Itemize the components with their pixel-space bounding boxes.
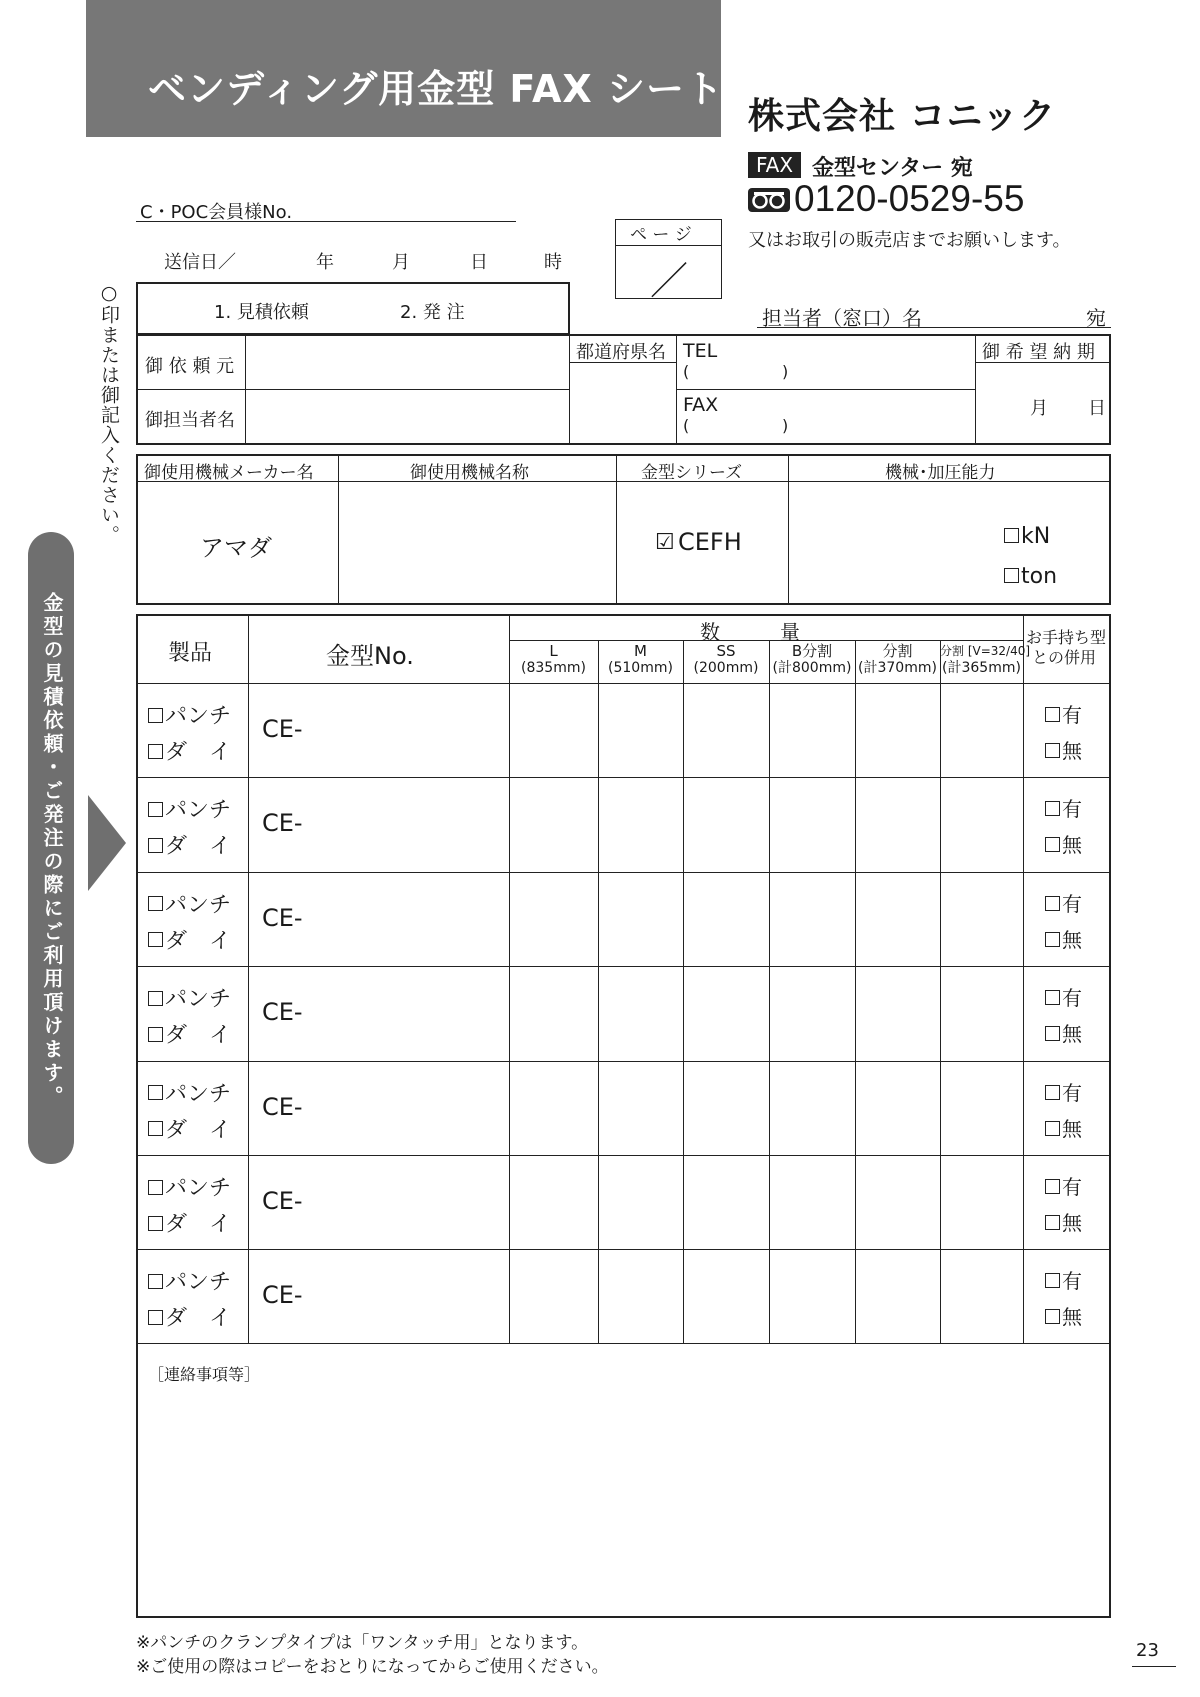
checkbox-icon bbox=[1045, 707, 1060, 722]
footer-note-1: ※パンチのクランプタイプは「ワンタッチ用」となります。 bbox=[136, 1633, 589, 1653]
series-checkbox[interactable]: ☑ bbox=[655, 530, 675, 555]
checkbox-icon bbox=[1045, 896, 1060, 911]
qty-col-name: M bbox=[634, 642, 647, 660]
phone-note: 又はお取引の販売店までお願いします。 bbox=[748, 230, 1071, 251]
row-divider bbox=[136, 1249, 1111, 1250]
qty-col-name: L bbox=[549, 642, 558, 660]
die-option[interactable] bbox=[148, 1113, 231, 1144]
mold-no-field[interactable] bbox=[262, 1281, 303, 1309]
qty-col-name: B分割 bbox=[791, 642, 833, 660]
checkbox-icon bbox=[1045, 1026, 1060, 1041]
requester-label: 御 依 頼 元 bbox=[145, 356, 235, 377]
checkbox-icon bbox=[1045, 801, 1060, 816]
own-mold-header-line2: との併用 bbox=[1032, 648, 1097, 667]
divider bbox=[248, 614, 249, 1344]
punch-label: パンチ bbox=[165, 1081, 232, 1107]
qty-col-name: 分割 [V=32/40] bbox=[940, 644, 1031, 658]
die-option[interactable] bbox=[148, 924, 231, 955]
checkbox-icon bbox=[1004, 528, 1019, 543]
checkbox-icon bbox=[1045, 1273, 1060, 1288]
own-mold-no-option[interactable] bbox=[1045, 735, 1082, 764]
quantity-header: 数 量 bbox=[700, 620, 800, 644]
phone-number: 0120-0529-55 bbox=[794, 178, 1025, 219]
mold-no-field[interactable] bbox=[262, 809, 303, 837]
own-mold-no-option[interactable] bbox=[1045, 1301, 1082, 1330]
contact-input[interactable] bbox=[250, 392, 565, 440]
send-month: 月 bbox=[392, 252, 410, 273]
punch-label: パンチ bbox=[165, 892, 232, 918]
mold-code: CE- bbox=[262, 1281, 303, 1310]
checkbox-icon bbox=[148, 932, 163, 947]
qty-col-header bbox=[598, 643, 683, 677]
punch-label: パンチ bbox=[165, 1176, 232, 1201]
divider bbox=[940, 640, 941, 1344]
own-no-label: 無 bbox=[1062, 927, 1082, 952]
checkbox-icon bbox=[1004, 568, 1019, 583]
fax-paren-open: ( bbox=[683, 416, 690, 435]
die-label: ダ イ bbox=[165, 740, 232, 765]
member-no-underline bbox=[136, 221, 516, 222]
fax-recipient: 金型センター 宛 bbox=[812, 156, 973, 181]
checkbox-icon bbox=[1045, 1179, 1060, 1194]
delivery-month: 月 bbox=[1030, 398, 1048, 419]
die-option[interactable] bbox=[148, 735, 231, 766]
mold-no-field[interactable] bbox=[262, 715, 303, 743]
checkbox-icon bbox=[1045, 1085, 1060, 1100]
checkbox-icon bbox=[1045, 1309, 1060, 1324]
checkbox-icon bbox=[1045, 1215, 1060, 1230]
row-divider bbox=[136, 1061, 1111, 1062]
page-number-underline bbox=[1132, 1666, 1176, 1667]
die-label: ダ イ bbox=[165, 1306, 232, 1332]
die-option[interactable] bbox=[148, 1207, 231, 1238]
divider bbox=[788, 454, 789, 605]
own-no-label: 無 bbox=[1062, 739, 1082, 763]
checkbox-icon bbox=[148, 744, 163, 759]
send-day: 日 bbox=[470, 252, 488, 273]
own-mold-yes-option[interactable] bbox=[1045, 1077, 1082, 1106]
own-mold-header-line1: お手持ち型 bbox=[1026, 628, 1107, 647]
page-number: 23 bbox=[1136, 1640, 1159, 1661]
send-date-label: 送信日／ bbox=[164, 252, 236, 273]
qty-col-sub: (計370mm) bbox=[858, 660, 937, 676]
free-dial-icon bbox=[748, 188, 790, 212]
punch-label: パンチ bbox=[165, 987, 232, 1013]
divider bbox=[509, 614, 510, 1344]
die-label: ダ イ bbox=[165, 834, 232, 860]
divider bbox=[616, 454, 617, 605]
own-yes-label: 有 bbox=[1062, 986, 1082, 1011]
row-divider bbox=[136, 872, 1111, 873]
page-box-divider bbox=[615, 245, 722, 246]
notes-label: ［連絡事項等］ bbox=[148, 1365, 261, 1384]
company-logo: 株式会社 コニック bbox=[748, 96, 1057, 137]
punch-label: パンチ bbox=[165, 704, 232, 729]
mold-no-field[interactable] bbox=[262, 1187, 303, 1215]
checkbox-icon bbox=[1045, 990, 1060, 1005]
checkbox-icon bbox=[148, 1027, 163, 1042]
own-no-label: 無 bbox=[1062, 1116, 1082, 1141]
send-year: 年 bbox=[316, 252, 334, 273]
person-underline bbox=[757, 327, 1111, 328]
die-label: ダ イ bbox=[165, 928, 232, 954]
machine-maker-value[interactable]: アマダ bbox=[200, 534, 272, 562]
divider bbox=[338, 454, 339, 605]
punch-option[interactable] bbox=[148, 1265, 231, 1296]
own-mold-yes-option[interactable] bbox=[1045, 699, 1082, 728]
row-divider bbox=[136, 966, 1111, 967]
divider bbox=[769, 640, 770, 1344]
die-label: ダ イ bbox=[165, 1212, 232, 1237]
footer-note-2: ※ご使用の際はコピーをおとりになってからご使用ください。 bbox=[136, 1657, 609, 1677]
qty-col-name: 分割 bbox=[882, 642, 913, 660]
mold-code: CE- bbox=[262, 998, 303, 1027]
request-type-box[interactable] bbox=[136, 282, 570, 335]
own-no-label: 無 bbox=[1062, 833, 1082, 858]
mold-code: CE- bbox=[262, 903, 303, 932]
own-mold-yes-option[interactable] bbox=[1045, 1265, 1082, 1294]
mold-no-field[interactable] bbox=[262, 904, 303, 932]
notes-input[interactable] bbox=[142, 1390, 1102, 1610]
own-mold-no-option[interactable] bbox=[1045, 1018, 1082, 1047]
divider bbox=[136, 1343, 1111, 1344]
tel-paren-close: ) bbox=[782, 362, 789, 381]
qty-col-header bbox=[940, 643, 1031, 677]
send-hour: 時 bbox=[544, 252, 562, 273]
delivery-label: 御 希 望 納 期 bbox=[982, 342, 1095, 363]
qty-col-header bbox=[769, 643, 855, 677]
qty-col-sub: (200mm) bbox=[693, 660, 759, 676]
own-yes-label: 有 bbox=[1062, 703, 1082, 727]
tel-paren-open: ( bbox=[683, 362, 690, 381]
die-label: ダ イ bbox=[165, 1023, 232, 1049]
own-mold-no-option[interactable] bbox=[1045, 1207, 1082, 1236]
contact-label: 御担当者名 bbox=[145, 410, 235, 431]
checkbox-icon bbox=[148, 896, 163, 911]
own-mold-no-option[interactable] bbox=[1045, 829, 1082, 858]
checkbox-icon bbox=[148, 1310, 163, 1325]
own-no-label: 無 bbox=[1062, 1305, 1082, 1330]
checkbox-icon bbox=[148, 838, 163, 853]
divider bbox=[676, 389, 976, 390]
punch-option[interactable] bbox=[148, 699, 231, 730]
prefecture-label: 都道府県名 bbox=[576, 342, 666, 363]
checkbox-icon bbox=[148, 708, 163, 723]
product-header: 製品 bbox=[168, 641, 213, 666]
mold-code: CE- bbox=[262, 1092, 303, 1121]
mold-code: CE- bbox=[262, 715, 303, 743]
die-option[interactable] bbox=[148, 829, 231, 860]
own-yes-label: 有 bbox=[1062, 1080, 1082, 1105]
mold-no-field[interactable] bbox=[262, 1093, 303, 1121]
row-divider bbox=[136, 777, 1111, 778]
capacity-header: 機械･加圧能力 bbox=[885, 463, 996, 483]
checkbox-icon bbox=[148, 1216, 163, 1231]
row-divider bbox=[136, 1155, 1111, 1156]
mold-no-header: 金型No. bbox=[326, 642, 414, 670]
person-suffix: 宛 bbox=[1086, 306, 1106, 330]
checkbox-icon bbox=[148, 1180, 163, 1195]
arrow-icon bbox=[88, 795, 126, 891]
punch-option[interactable] bbox=[148, 982, 231, 1013]
qty-col-sub: (計365mm) bbox=[942, 660, 1021, 676]
qty-col-header bbox=[509, 643, 598, 677]
own-mold-yes-option[interactable] bbox=[1045, 888, 1082, 917]
punch-label: パンチ bbox=[165, 1270, 232, 1296]
divider bbox=[855, 640, 856, 1344]
member-no-label: C・POC会員様No. bbox=[140, 202, 293, 223]
checkbox-icon bbox=[148, 1121, 163, 1136]
checkbox-icon bbox=[1045, 743, 1060, 758]
punch-option[interactable] bbox=[148, 888, 231, 919]
own-mold-header bbox=[1026, 628, 1106, 668]
divider bbox=[136, 683, 1111, 684]
unit-kn-option[interactable]: kN bbox=[1004, 524, 1050, 549]
qty-col-sub: (計800mm) bbox=[772, 660, 852, 676]
checkbox-icon bbox=[148, 1085, 163, 1100]
mold-series-header: 金型シリーズ bbox=[641, 463, 743, 483]
die-label: ダ イ bbox=[165, 1117, 232, 1143]
checkbox-icon bbox=[148, 991, 163, 1006]
delivery-day: 日 bbox=[1088, 398, 1106, 419]
checkbox-icon bbox=[1045, 1121, 1060, 1136]
punch-label: パンチ bbox=[165, 798, 232, 824]
mold-code: CE- bbox=[262, 1187, 303, 1215]
requester-input[interactable] bbox=[250, 338, 565, 386]
qty-col-sub: (510mm) bbox=[608, 660, 673, 676]
own-no-label: 無 bbox=[1062, 1211, 1082, 1235]
divider bbox=[683, 640, 684, 1344]
divider bbox=[136, 389, 570, 390]
tel-label: TEL bbox=[683, 340, 718, 362]
checkbox-icon bbox=[148, 802, 163, 817]
machine-maker-header: 御使用機械メーカー名 bbox=[144, 463, 314, 483]
die-option[interactable] bbox=[148, 1301, 231, 1332]
page-slash: ／ bbox=[650, 259, 689, 303]
punch-option[interactable] bbox=[148, 793, 231, 824]
qty-col-header bbox=[683, 643, 769, 677]
person-label: 担当者（窓口）名 bbox=[762, 306, 922, 330]
option-order[interactable]: 2. 発 注 bbox=[400, 302, 465, 323]
qty-col-name: SS bbox=[716, 642, 736, 660]
own-mold-yes-option[interactable] bbox=[1045, 1171, 1082, 1200]
page-title: ベンディング用金型 FAX シート bbox=[148, 67, 724, 111]
option-quote[interactable]: 1. 見積依頼 bbox=[214, 302, 309, 323]
mold-no-field[interactable] bbox=[262, 998, 303, 1026]
own-yes-label: 有 bbox=[1062, 891, 1082, 916]
unit-ton-option[interactable]: ton bbox=[1004, 564, 1057, 589]
checkbox-icon bbox=[148, 1274, 163, 1289]
own-yes-label: 有 bbox=[1062, 797, 1082, 822]
checkbox-icon bbox=[1045, 837, 1060, 852]
own-mold-yes-option[interactable] bbox=[1045, 982, 1082, 1011]
own-yes-label: 有 bbox=[1062, 1175, 1082, 1199]
fax-paren-close: ) bbox=[782, 416, 789, 435]
punch-option[interactable] bbox=[148, 1077, 231, 1108]
checkbox-icon bbox=[1045, 932, 1060, 947]
qty-col-sub: (835mm) bbox=[521, 660, 586, 676]
machine-name-header: 御使用機械名称 bbox=[410, 463, 529, 483]
series-value: CEFH bbox=[678, 528, 742, 556]
divider bbox=[598, 640, 599, 1344]
divider bbox=[1023, 614, 1024, 1344]
fax-badge: FAX bbox=[748, 152, 801, 178]
mold-code: CE- bbox=[262, 809, 303, 838]
own-mold-no-option[interactable] bbox=[1045, 924, 1082, 953]
side-banner-text: 金型の見積依頼・ご発注の際にご利用頂けます。 bbox=[40, 592, 64, 1109]
fax-label: FAX bbox=[683, 394, 719, 416]
qty-col-header bbox=[855, 643, 940, 677]
own-no-label: 無 bbox=[1062, 1022, 1082, 1047]
punch-option[interactable] bbox=[148, 1171, 231, 1202]
side-instruction: ○印または御記入ください。 bbox=[98, 282, 120, 545]
own-mold-yes-option[interactable] bbox=[1045, 793, 1082, 822]
own-yes-label: 有 bbox=[1062, 1269, 1082, 1294]
die-option[interactable] bbox=[148, 1018, 231, 1049]
own-mold-no-option[interactable] bbox=[1045, 1113, 1082, 1142]
page-label: ペ ー ジ bbox=[630, 225, 692, 245]
